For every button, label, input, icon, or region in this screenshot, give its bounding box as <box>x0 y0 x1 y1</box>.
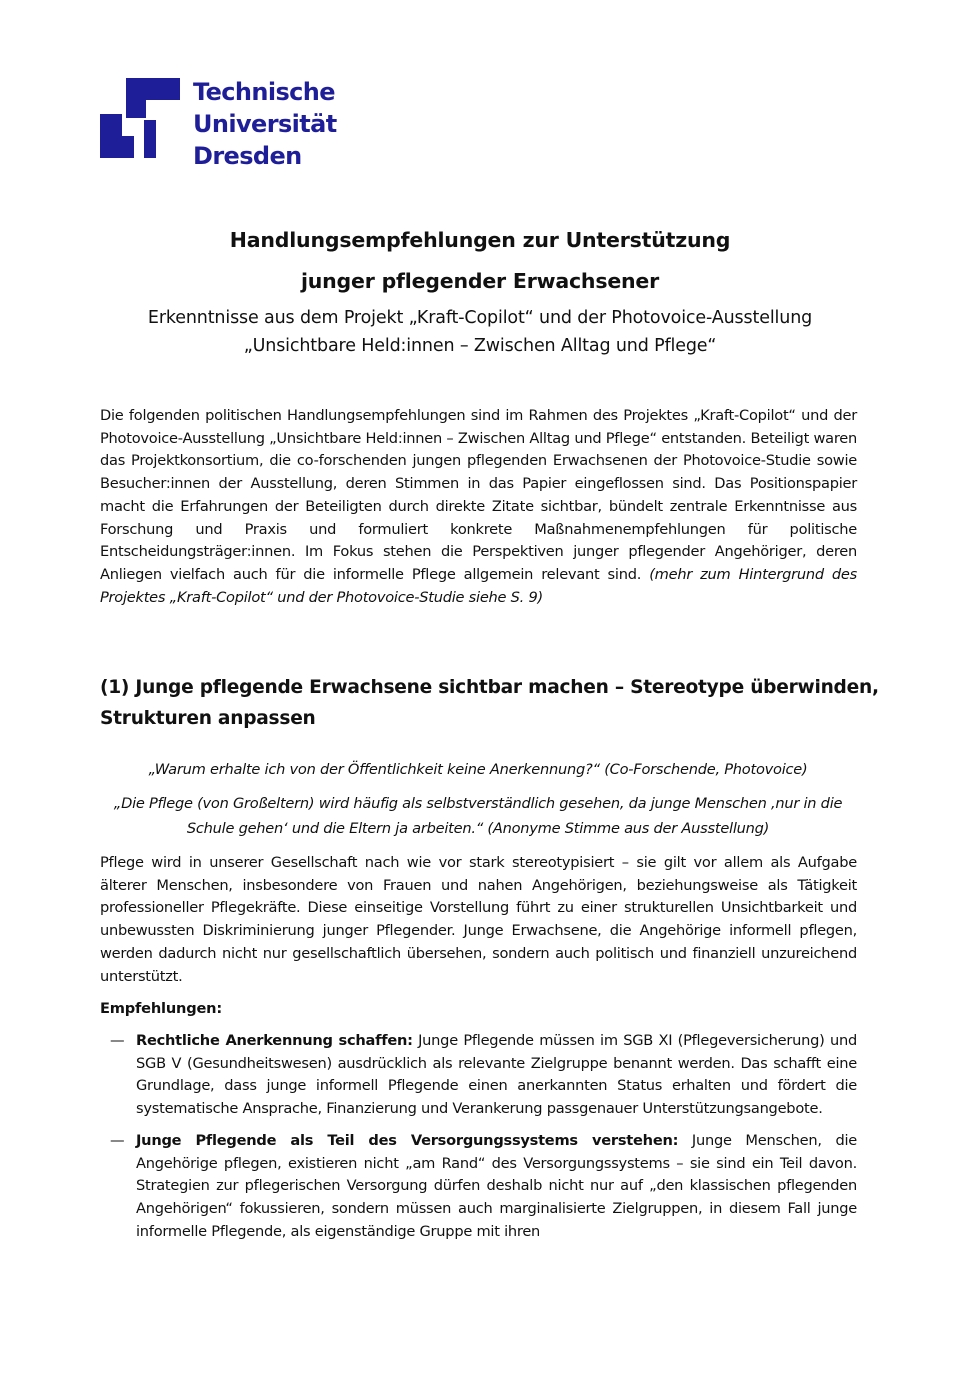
recommendation-text: Junge Pflegende müssen im SGB XI (Pflegeversicherung) und SGB V (Gesundheitswesen) ausdrücklich als relevante Zielgruppe benannt werden. Das schafft eine Grundlage, dass junge informell Pflegende einen anerkannten Status erhalten und fördert die systematische Ansprache, Finanzierung und Verankerung passgenauer Unterstützungsangebote. <box>136 1032 857 1118</box>
dash-bullet: — <box>110 1032 125 1049</box>
document-title-line2: junger pflegender Erwachsener <box>300 269 660 293</box>
title-block <box>60 220 900 360</box>
intro-text: Die folgenden politischen Handlungsempfehlungen sind im Rahmen des Projektes „Kraft-Copilot“ und der Photovoice-Ausstellung „Unsichtbare Held:innen – Zwischen Alltag und Pflege“ entstanden. Beteiligt waren das Projektkonsortium, die co-forschenden jungen pflegenden Erwachsenen der Photovoice-Studie sowie Besucher:innen der Ausstellung, deren Stimmen in das Papier eingeflossen sind. Das Positionspapier macht die Erfahrungen der Beteiligten durch direkte Zitate sichtbar, bündelt zentrale Erkenntnisse aus Forschung und Praxis und formuliert konkrete Maßnahmenempfehlungen für politische Entscheidungsträger:innen. Im Fokus stehen die Perspektiven junger pflegender Angehöriger, deren Anliegen vielfach auch für die informelle Pflege allgemein relevant sind. <box>100 407 857 583</box>
document-subtitle-line2: „Unsichtbare Held:innen – Zwischen Alltag und Pflege“ <box>243 336 717 356</box>
recommendation-title: Junge Pflegende als Teil des Versorgungssystems verstehen: <box>136 1131 679 1149</box>
intro-paragraph <box>100 405 857 609</box>
document-subtitle-line1: Erkenntnisse aus dem Projekt „Kraft-Copilot“ und der Photovoice-Ausstellung <box>147 308 813 328</box>
section-heading: (1) Junge pflegende Erwachsene sichtbar machen – Stereotype überwinden, Strukturen anpassen <box>100 677 879 729</box>
quote-2: „Die Pflege (von Großeltern) wird häufig als selbstverständlich gesehen, da junge Menschen ‚nur in die Schule gehen‘ und die Eltern ja arbeiten.“ (Anonyme Stimme aus der Ausstellung) <box>113 795 843 837</box>
recommendations-heading: Empfehlungen: <box>100 1000 223 1017</box>
recommendation-item <box>100 1130 857 1242</box>
logo-text-line2: Universität <box>193 110 337 138</box>
logo-text-line3: Dresden <box>193 142 302 170</box>
logo-text-line1: Technische <box>193 78 335 106</box>
tu-dresden-logo <box>100 76 360 170</box>
quote-1: „Warum erhalte ich von der Öffentlichkeit keine Anerkennung?“ (Co-Forschende, Photovoice) <box>148 761 808 778</box>
recommendations-list <box>100 1030 857 1251</box>
section-paragraph: Pflege wird in unserer Gesellschaft nach wie vor stark stereotypisiert – sie gilt vor allem als Aufgabe älterer Menschen, insbesondere von Frauen und nahen Angehörigen, beziehungsweise als Tätigkeit professioneller Pflegekräfte. Diese einseitige Vorstellung führt zu einer strukturellen Unsichtbarkeit und unbewussten Diskriminierung junger Pflegender. Junge Erwachsene, die Angehörige informell pflegen, werden dadurch nicht nur gesellschaftlich übersehen, sondern auch politisch und finanziell unzureichend unterstützt. <box>100 854 857 985</box>
tu-dresden-logo-mark-icon <box>100 78 180 158</box>
intro-note: (mehr zum Hintergrund des Projektes „Kraft-Copilot“ und der Photovoice-Studie siehe S. 9) <box>100 565 858 606</box>
document-title-line1: Handlungsempfehlungen zur Unterstützung <box>229 228 731 252</box>
recommendation-item <box>100 1030 857 1121</box>
recommendation-title: Rechtliche Anerkennung schaffen: <box>136 1032 413 1049</box>
recommendation-text: Junge Menschen, die Angehörige pflegen, existieren nicht „am Rand“ des Versorgungssystems – sie sind ein Teil davon. Strategien zur pflegerischen Versorgung dürfen deshalb nicht nur auf „den klassischen pflegenden Angehörigen“ fokussieren, sondern müssen auch marginalisierte Zielgruppen, in diesem Fall junge informelle Pflegende, als eigenständige Gruppe mit ihren <box>136 1131 857 1240</box>
dash-bullet: — <box>110 1131 125 1149</box>
